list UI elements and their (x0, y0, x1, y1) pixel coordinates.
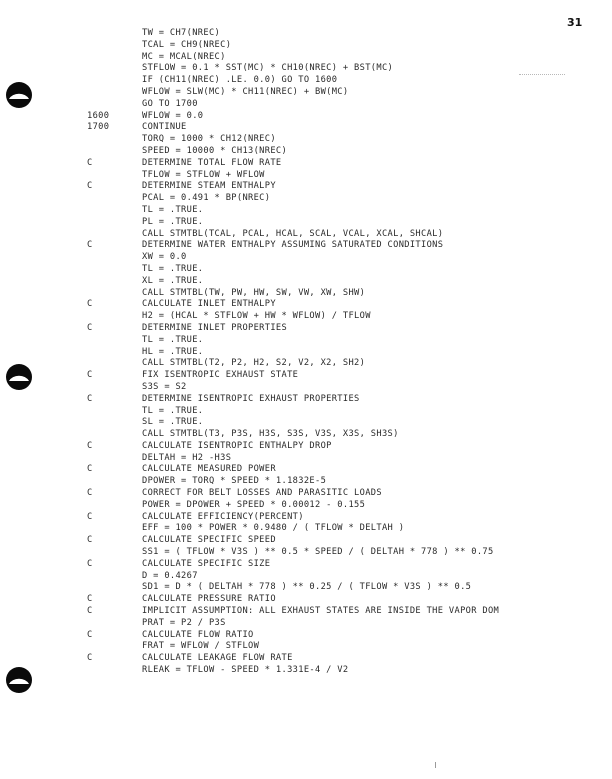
code-text: TL = .TRUE. (142, 263, 204, 274)
code-line (87, 170, 607, 182)
code-line (87, 417, 607, 429)
scan-tick (435, 762, 436, 768)
code-text: CALL STMTBL(TCAL, PCAL, HCAL, SCAL, VCAL, XCAL, SHCAL) (142, 228, 444, 239)
code-line (87, 111, 607, 123)
code-line (87, 500, 607, 512)
code-text: HL = .TRUE. (142, 346, 204, 357)
code-text: EFF = 100 * POWER * 0.9480 / ( TFLOW * DELTAH ) (142, 523, 405, 534)
code-text: FIX ISENTROPIC EXHAUST STATE (142, 370, 299, 381)
code-line (87, 134, 607, 146)
code-text: TCAL = CH9(NREC) (142, 39, 232, 50)
code-text: IMPLICIT ASSUMPTION: ALL EXHAUST STATES ARE INSIDE THE VAPOR DOM (142, 606, 500, 617)
code-text: XL = .TRUE. (142, 275, 204, 286)
statement-label: 1600 (87, 110, 110, 121)
code-line (87, 217, 607, 229)
code-text: SL = .TRUE. (142, 417, 204, 428)
comment-line (87, 594, 607, 606)
comment-marker: C (87, 606, 93, 617)
code-text: CALCULATE SPECIFIC SIZE (142, 558, 271, 569)
code-line (87, 229, 607, 241)
fortran-listing (87, 28, 607, 677)
code-text: TL = .TRUE. (142, 334, 204, 345)
code-text: PRAT = P2 / P3S (142, 617, 226, 628)
code-text: CONTINUE (142, 122, 187, 133)
code-line (87, 406, 607, 418)
code-line (87, 347, 607, 359)
comment-line (87, 370, 607, 382)
code-text: CORRECT FOR BELT LOSSES AND PARASITIC LOADS (142, 488, 382, 499)
code-line (87, 28, 607, 40)
punch-hole-bottom (4, 665, 34, 695)
code-text: TFLOW = STFLOW + WFLOW (142, 169, 265, 180)
code-text: TL = .TRUE. (142, 204, 204, 215)
code-text: POWER = DPOWER + SPEED * 0.00012 - 0.155 (142, 499, 366, 510)
code-text: PL = .TRUE. (142, 216, 204, 227)
code-text: PCAL = 0.491 * BP(NREC) (142, 193, 271, 204)
comment-line (87, 441, 607, 453)
code-text: XW = 0.0 (142, 252, 187, 263)
code-text: TW = CH7(NREC) (142, 28, 221, 38)
comment-marker: C (87, 464, 93, 475)
code-line (87, 52, 607, 64)
comment-marker: C (87, 322, 93, 333)
comment-line (87, 606, 607, 618)
code-line (87, 547, 607, 559)
code-text: WFLOW = SLW(MC) * CH11(NREC) + BW(MC) (142, 86, 349, 97)
code-text: CALCULATE INLET ENTHALPY (142, 299, 276, 310)
code-line (87, 264, 607, 276)
code-line (87, 122, 607, 134)
code-line (87, 641, 607, 653)
code-text: CALCULATE SPECIFIC SPEED (142, 535, 276, 546)
punch-hole-middle (4, 362, 34, 392)
code-text: CALCULATE FLOW RATIO (142, 629, 254, 640)
code-text: WFLOW = 0.0 (142, 110, 204, 121)
comment-marker: C (87, 653, 93, 664)
punch-hole-top (4, 80, 34, 110)
code-text: CALCULATE ISENTROPIC ENTHALPY DROP (142, 440, 332, 451)
code-text: MC = MCAL(NREC) (142, 51, 226, 62)
code-line (87, 63, 607, 75)
code-text: CALCULATE PRESSURE RATIO (142, 594, 276, 605)
code-text: SS1 = ( TFLOW * V3S ) ** 0.5 * SPEED / ( DELTAH * 778 ) ** 0.75 (142, 547, 494, 558)
comment-marker: C (87, 181, 93, 192)
code-line (87, 146, 607, 158)
comment-line (87, 630, 607, 642)
comment-marker: C (87, 393, 93, 404)
code-line (87, 582, 607, 594)
comment-line (87, 488, 607, 500)
code-line (87, 453, 607, 465)
code-line (87, 476, 607, 488)
code-text: DETERMINE ISENTROPIC EXHAUST PROPERTIES (142, 393, 360, 404)
code-line (87, 193, 607, 205)
code-text: STFLOW = 0.1 * SST(MC) * CH10(NREC) + BST(MC) (142, 63, 394, 74)
code-text: DETERMINE WATER ENTHALPY ASSUMING SATURATED CONDITIONS (142, 240, 444, 251)
code-text: GO TO 1700 (142, 98, 198, 109)
comment-line (87, 535, 607, 547)
code-text: CALL STMTBL(TW, PW, HW, SW, VW, XW, SHW) (142, 287, 366, 298)
comment-line (87, 653, 607, 665)
code-line (87, 87, 607, 99)
code-line (87, 382, 607, 394)
code-line (87, 523, 607, 535)
comment-line (87, 394, 607, 406)
code-text: SD1 = D * ( DELTAH * 778 ) ** 0.25 / ( TFLOW * V3S ) ** 0.5 (142, 582, 472, 593)
code-line (87, 205, 607, 217)
comment-marker: C (87, 511, 93, 522)
code-text: SPEED = 10000 * CH13(NREC) (142, 145, 288, 156)
code-text: CALL STMTBL(T3, P3S, H3S, S3S, V3S, X3S, SH3S) (142, 429, 399, 440)
code-text: DETERMINE STEAM ENTHALPY (142, 181, 276, 192)
comment-line (87, 512, 607, 524)
comment-marker: C (87, 157, 93, 168)
comment-marker: C (87, 240, 93, 251)
comment-line (87, 158, 607, 170)
comment-marker: C (87, 535, 93, 546)
code-text: CALL STMTBL(T2, P2, H2, S2, V2, X2, SH2) (142, 358, 366, 369)
code-text: DPOWER = TORQ * SPEED * 1.1832E-5 (142, 476, 327, 487)
code-line (87, 288, 607, 300)
comment-marker: C (87, 440, 93, 451)
code-line (87, 40, 607, 52)
comment-marker: C (87, 299, 93, 310)
comment-line (87, 559, 607, 571)
code-line (87, 358, 607, 370)
comment-line (87, 181, 607, 193)
comment-marker: C (87, 629, 93, 640)
comment-marker: C (87, 488, 93, 499)
page-number: 31 (567, 16, 583, 29)
code-text: S3S = S2 (142, 381, 187, 392)
comment-marker: C (87, 558, 93, 569)
comment-line (87, 323, 607, 335)
code-line (87, 571, 607, 583)
comment-marker: C (87, 594, 93, 605)
code-text: TL = .TRUE. (142, 405, 204, 416)
code-text: CALCULATE LEAKAGE FLOW RATE (142, 653, 293, 664)
comment-line (87, 464, 607, 476)
code-line (87, 99, 607, 111)
comment-line (87, 240, 607, 252)
comment-marker: C (87, 370, 93, 381)
code-text: CALCULATE EFFICIENCY(PERCENT) (142, 511, 304, 522)
code-line (87, 276, 607, 288)
code-text: D = 0.4267 (142, 570, 198, 581)
code-line (87, 252, 607, 264)
statement-label: 1700 (87, 122, 110, 133)
code-text: H2 = (HCAL * STFLOW + HW * WFLOW) / TFLOW (142, 311, 371, 322)
code-text: CALCULATE MEASURED POWER (142, 464, 276, 475)
code-text: IF (CH11(NREC) .LE. 0.0) GO TO 1600 (142, 75, 338, 86)
code-text: FRAT = WFLOW / STFLOW (142, 641, 260, 652)
code-text: DETERMINE TOTAL FLOW RATE (142, 157, 282, 168)
code-line (87, 75, 607, 87)
code-text: TORQ = 1000 * CH12(NREC) (142, 134, 276, 145)
code-text: DELTAH = H2 -H3S (142, 452, 232, 463)
code-line (87, 665, 607, 677)
comment-line (87, 299, 607, 311)
code-text: RLEAK = TFLOW - SPEED * 1.331E-4 / V2 (142, 665, 349, 676)
code-line (87, 335, 607, 347)
code-line (87, 618, 607, 630)
code-line (87, 311, 607, 323)
code-line (87, 429, 607, 441)
code-text: DETERMINE INLET PROPERTIES (142, 322, 288, 333)
